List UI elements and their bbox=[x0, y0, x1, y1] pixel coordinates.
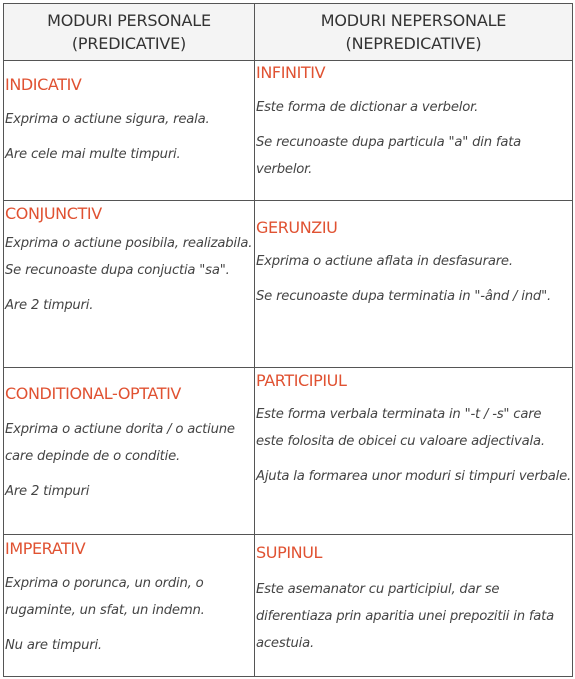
header-nonpersonal-moods bbox=[255, 4, 573, 61]
header-personal-moods bbox=[4, 4, 255, 61]
mood-description: Ajuta la formarea unor moduri si timpuri verbale. bbox=[256, 469, 571, 484]
table-header bbox=[4, 4, 573, 61]
table-body bbox=[4, 61, 573, 677]
mood-description: Este asemanator cu participiul, dar se diferentiaza prin aparitia unei prepozitii in fata acestuia. bbox=[256, 582, 555, 651]
cell-gerunziu bbox=[255, 201, 573, 368]
table-row bbox=[4, 61, 573, 201]
mood-description: Este forma verbala terminata in "-t / -s" care este folosita de obicei cu valoare adjectivala. bbox=[256, 407, 545, 449]
table-row bbox=[4, 368, 573, 535]
mood-name-conjunctiv: CONJUNCTIV bbox=[5, 204, 102, 223]
cell-conjunctiv bbox=[4, 201, 255, 368]
cell-imperativ bbox=[4, 535, 255, 677]
mood-name-indicativ: INDICATIV bbox=[5, 75, 82, 94]
mood-name-supinul: SUPINUL bbox=[256, 543, 323, 562]
header-row bbox=[4, 4, 573, 61]
mood-name-infinitiv: INFINITIV bbox=[256, 63, 326, 82]
mood-description: Exprima o actiune posibila, realizabila. Se recunoaste dupa conjuctia "sa". bbox=[5, 236, 253, 278]
mood-name-conditional-optativ: CONDITIONAL-OPTATIV bbox=[5, 384, 181, 403]
cell-infinitiv bbox=[255, 61, 573, 201]
header-nonpersonal-title: MODURI NEPERSONALE bbox=[320, 11, 507, 30]
cell-supinul bbox=[255, 535, 573, 677]
mood-description: Exprima o actiune sigura, reala. bbox=[5, 112, 210, 127]
header-personal-title: MODURI PERSONALE bbox=[47, 11, 211, 30]
verb-moods-table bbox=[3, 3, 573, 677]
mood-description: Se recunoaste dupa particula "a" din fata verbelor. bbox=[256, 135, 522, 177]
cell-conditional-optativ bbox=[4, 368, 255, 535]
mood-description: Se recunoaste dupa terminatia in "-ând / ind". bbox=[256, 289, 551, 304]
mood-description: Exprima o actiune dorita / o actiune care depinde de o conditie. bbox=[5, 422, 235, 464]
cell-participiul bbox=[255, 368, 573, 535]
mood-name-imperativ: IMPERATIV bbox=[5, 539, 86, 558]
cell-indicativ bbox=[4, 61, 255, 201]
mood-description: Este forma de dictionar a verbelor. bbox=[256, 100, 479, 115]
mood-description: Are 2 timpuri. bbox=[5, 298, 94, 313]
mood-description: Nu are timpuri. bbox=[5, 638, 102, 653]
table-row bbox=[4, 535, 573, 677]
mood-name-participiul: PARTICIPIUL bbox=[256, 371, 347, 390]
mood-description: Are 2 timpuri bbox=[5, 484, 90, 499]
header-personal-subtitle: (PREDICATIVE) bbox=[71, 34, 187, 53]
header-nonpersonal-subtitle: (NEPREDICATIVE) bbox=[345, 34, 482, 53]
mood-description: Exprima o porunca, un ordin, o rugaminte, un sfat, un indemn. bbox=[5, 576, 205, 618]
mood-description: Exprima o actiune aflata in desfasurare. bbox=[256, 254, 513, 269]
mood-name-gerunziu: GERUNZIU bbox=[256, 218, 338, 237]
mood-description: Are cele mai multe timpuri. bbox=[5, 147, 181, 162]
table-row bbox=[4, 201, 573, 368]
